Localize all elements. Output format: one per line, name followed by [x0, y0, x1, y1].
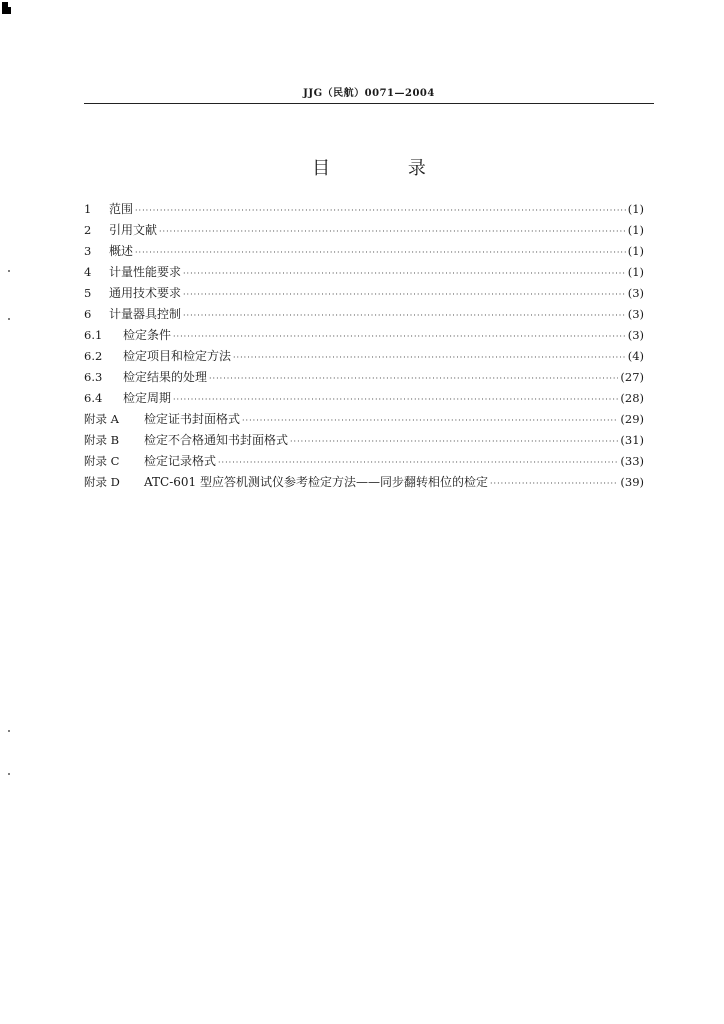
toc-entry[interactable] — [84, 431, 644, 452]
toc-entry-number: 附录 B — [84, 433, 120, 447]
document-code-header: JJG（民航）0071—2004 — [303, 88, 435, 99]
toc-leader-dots — [290, 437, 618, 446]
toc-entry-label: ATC-601 型应答机测试仪参考检定方法——同步翻转相位的检定 — [144, 475, 488, 489]
toc-entry-number: 2 — [84, 223, 92, 237]
toc-leader-dots — [135, 248, 626, 257]
toc-entry[interactable] — [84, 410, 644, 431]
toc-leader-dots — [233, 353, 626, 362]
toc-entry-label: 通用技术要求 — [109, 286, 182, 300]
header-rule — [84, 103, 654, 104]
scan-speck — [8, 773, 10, 775]
toc-entry[interactable] — [84, 305, 644, 326]
toc-entry-label: 检定条件 — [123, 328, 172, 342]
toc-entry-number: 1 — [84, 202, 92, 216]
toc-leader-dots — [159, 227, 626, 236]
toc-entry-page: (3) — [627, 286, 644, 300]
toc-entry-page: (3) — [627, 307, 644, 321]
toc-entry-label: 检定不合格通知书封面格式 — [144, 433, 289, 447]
toc-entry[interactable] — [84, 368, 644, 389]
toc-entry-number: 6.4 — [84, 391, 103, 405]
toc-entry[interactable] — [84, 389, 644, 410]
toc-entry[interactable] — [84, 242, 644, 263]
toc-leader-dots — [135, 206, 626, 215]
toc-leader-dots — [218, 458, 618, 467]
toc-leader-dots — [490, 479, 618, 488]
toc-entry-label: 引用文献 — [109, 223, 158, 237]
scan-corner-mark — [2, 2, 11, 14]
toc-entry[interactable] — [84, 284, 644, 305]
toc-leader-dots — [173, 332, 626, 341]
toc-entry-number: 附录 A — [84, 412, 119, 426]
scan-speck — [8, 318, 10, 320]
toc-entry-page: (28) — [620, 391, 644, 405]
toc-entry-page: (4) — [627, 349, 644, 363]
toc-entry[interactable] — [84, 452, 644, 473]
toc-entry-number: 6.1 — [84, 328, 103, 342]
toc-entry-page: (1) — [627, 244, 644, 258]
toc-entry[interactable] — [84, 221, 644, 242]
toc-leader-dots — [173, 395, 618, 404]
toc-entry[interactable] — [84, 473, 644, 494]
scan-speck — [8, 270, 10, 272]
toc-entry-label: 范围 — [109, 202, 134, 216]
table-of-contents — [84, 200, 644, 494]
toc-entry-page: (29) — [620, 412, 644, 426]
toc-entry[interactable] — [84, 200, 644, 221]
toc-entry-page: (27) — [620, 370, 644, 384]
toc-leader-dots — [183, 290, 626, 299]
toc-entry[interactable] — [84, 263, 644, 284]
toc-entry-number: 附录 C — [84, 454, 120, 468]
toc-title: 目 录 — [312, 158, 462, 179]
toc-entry-label: 计量性能要求 — [109, 265, 182, 279]
toc-entry-page: (3) — [627, 328, 644, 342]
toc-entry-label: 检定项目和检定方法 — [123, 349, 232, 363]
toc-leader-dots — [242, 416, 618, 425]
toc-leader-dots — [209, 374, 618, 383]
toc-entry-number: 6.2 — [84, 349, 103, 363]
toc-entry-page: (39) — [620, 475, 644, 489]
toc-entry-number: 3 — [84, 244, 92, 258]
toc-entry-label: 检定结果的处理 — [123, 370, 208, 384]
toc-entry-page: (1) — [627, 223, 644, 237]
toc-entry-number: 5 — [84, 286, 92, 300]
toc-entry-label: 检定周期 — [123, 391, 172, 405]
toc-entry-label: 概述 — [109, 244, 134, 258]
toc-entry-label: 计量器具控制 — [109, 307, 182, 321]
toc-entry-page: (31) — [620, 433, 644, 447]
toc-entry[interactable] — [84, 326, 644, 347]
toc-entry[interactable] — [84, 347, 644, 368]
scan-speck — [8, 730, 10, 732]
toc-entry-number: 6.3 — [84, 370, 103, 384]
toc-entry-page: (33) — [620, 454, 644, 468]
toc-entry-number: 4 — [84, 265, 92, 279]
toc-entry-label: 检定记录格式 — [144, 454, 217, 468]
toc-leader-dots — [183, 269, 626, 278]
toc-entry-label: 检定证书封面格式 — [144, 412, 241, 426]
toc-entry-page: (1) — [627, 265, 644, 279]
toc-entry-number: 附录 D — [84, 475, 120, 489]
toc-leader-dots — [183, 311, 626, 320]
toc-entry-page: (1) — [627, 202, 644, 216]
toc-entry-number: 6 — [84, 307, 92, 321]
